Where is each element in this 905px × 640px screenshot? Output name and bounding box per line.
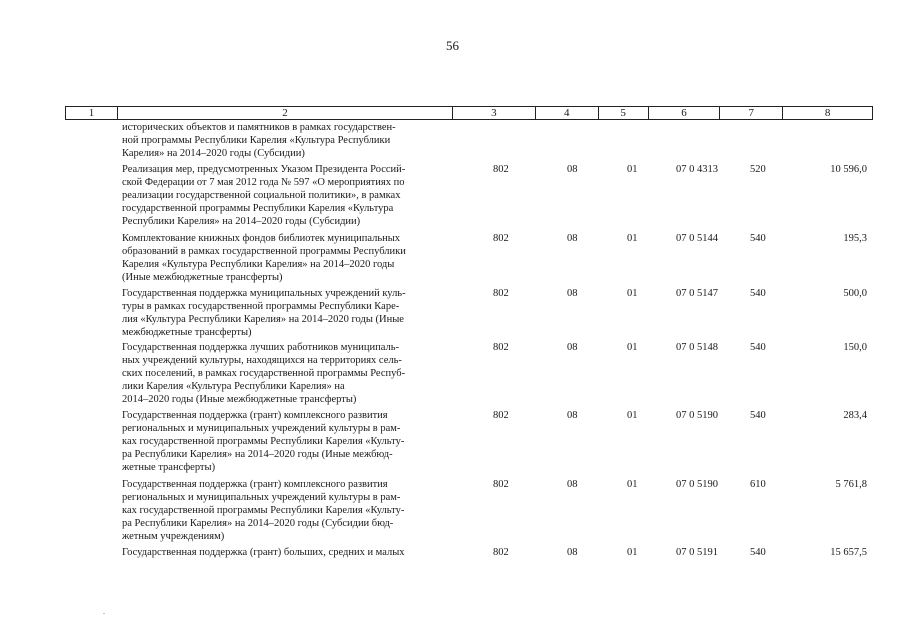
- cell-amount: 150,0: [843, 342, 867, 353]
- header-col-4: 4: [536, 107, 599, 119]
- cell-target-article: 07 0 5147: [676, 288, 718, 299]
- cell-ministry: 802: [493, 410, 509, 421]
- cell-ministry: 802: [493, 288, 509, 299]
- cell-ministry: 802: [493, 547, 509, 558]
- cell-section: 08: [567, 547, 578, 558]
- cell-section: 08: [567, 288, 578, 299]
- cell-section: 08: [567, 410, 578, 421]
- cell-target-article: 07 0 5148: [676, 342, 718, 353]
- cell-section: 08: [567, 479, 578, 490]
- cell-target-article: 07 0 4313: [676, 164, 718, 175]
- cell-subsection: 01: [627, 288, 638, 299]
- header-col-2: 2: [118, 107, 453, 119]
- cell-subsection: 01: [627, 233, 638, 244]
- cell-expense-type: 520: [750, 164, 766, 175]
- row-description: Государственная поддержка (грант) больших, средних и малых: [122, 547, 405, 558]
- page-number: 56: [446, 38, 459, 53]
- cell-target-article: 07 0 5144: [676, 233, 718, 244]
- cell-amount: 10 596,0: [830, 164, 867, 175]
- row-description: Государственная поддержка (грант) комплексного развития региональных и муниципальных учреждений культуры в рам- ках государственной программы Республики Карелия «Культу- ра Республики Карелия» на 2014–2020 годы (Иные межбюд- жетные трансферты): [122, 410, 405, 473]
- cell-ministry: 802: [493, 479, 509, 490]
- cell-ministry: 802: [493, 342, 509, 353]
- header-col-5: 5: [599, 107, 649, 119]
- header-col-1: 1: [66, 107, 118, 119]
- cell-section: 08: [567, 342, 578, 353]
- header-col-7: 7: [720, 107, 783, 119]
- row-description: Реализация мер, предусмотренных Указом Президента Россий- ской Федерации от 7 мая 2012 года № 597 «О мероприятиях по реализации государственной социальной политики», в рамках государственной программы Республики Карелия «Культура Республики Карелия» на 2014–2020 годы (Субсидии): [122, 164, 406, 227]
- row-description: Государственная поддержка муниципальных учреждений куль- туры в рамках государственной программы Республики Каре- лия «Культура Республики Карелия» на 2014–2020 годы (Иные межбюджетные трансферты): [122, 288, 406, 338]
- cell-subsection: 01: [627, 479, 638, 490]
- scan-speck: .: [103, 607, 105, 616]
- cell-subsection: 01: [627, 342, 638, 353]
- cell-amount: 195,3: [843, 233, 867, 244]
- header-col-8: 8: [824, 107, 831, 119]
- row-description: Государственная поддержка лучших работников муниципаль- ных учреждений культуры, находящихся на территориях сель- ских поселений, в рамках государственной программы Респуб- лики Карелия «Культура Республики Карелия» на 2014–2020 годы (Иные межбюджетные трансферты): [122, 342, 406, 405]
- cell-subsection: 01: [627, 410, 638, 421]
- cell-expense-type: 540: [750, 288, 766, 299]
- cell-ministry: 802: [493, 233, 509, 244]
- cell-expense-type: 540: [750, 342, 766, 353]
- header-col-3: 3: [453, 107, 536, 119]
- row-description: Государственная поддержка (грант) комплексного развития региональных и муниципальных учреждений культуры в рам- ках государственной программы Республики Карелия «Культу- ра Республики Карелия» на 2014–2020 годы (Субсидии бюд- жетным учреждениям): [122, 479, 405, 542]
- cell-subsection: 01: [627, 164, 638, 175]
- cell-target-article: 07 0 5190: [676, 479, 718, 490]
- cell-ministry: 802: [493, 164, 509, 175]
- cell-amount: 5 761,8: [835, 479, 867, 490]
- cell-expense-type: 540: [750, 233, 766, 244]
- cell-subsection: 01: [627, 547, 638, 558]
- cell-expense-type: 540: [750, 547, 766, 558]
- cell-target-article: 07 0 5190: [676, 410, 718, 421]
- header-col-6: 6: [649, 107, 721, 119]
- cell-section: 08: [567, 233, 578, 244]
- row-description: Комплектование книжных фондов библиотек муниципальных образований в рамках государственной программы Республики Карелия «Культура Республики Карелия» на 2014–2020 годы (Иные межбюджетные трансферты): [122, 233, 406, 283]
- cell-expense-type: 610: [750, 479, 766, 490]
- cell-expense-type: 540: [750, 410, 766, 421]
- cell-amount: 500,0: [843, 288, 867, 299]
- cell-amount: 15 657,5: [830, 547, 867, 558]
- row-description: исторических объектов и памятников в рамках государствен- ной программы Республики Карелия «Культура Республики Карелия» на 2014–2020 годы (Субсидии): [122, 122, 396, 159]
- cell-target-article: 07 0 5191: [676, 547, 718, 558]
- cell-amount: 283,4: [843, 410, 867, 421]
- cell-section: 08: [567, 164, 578, 175]
